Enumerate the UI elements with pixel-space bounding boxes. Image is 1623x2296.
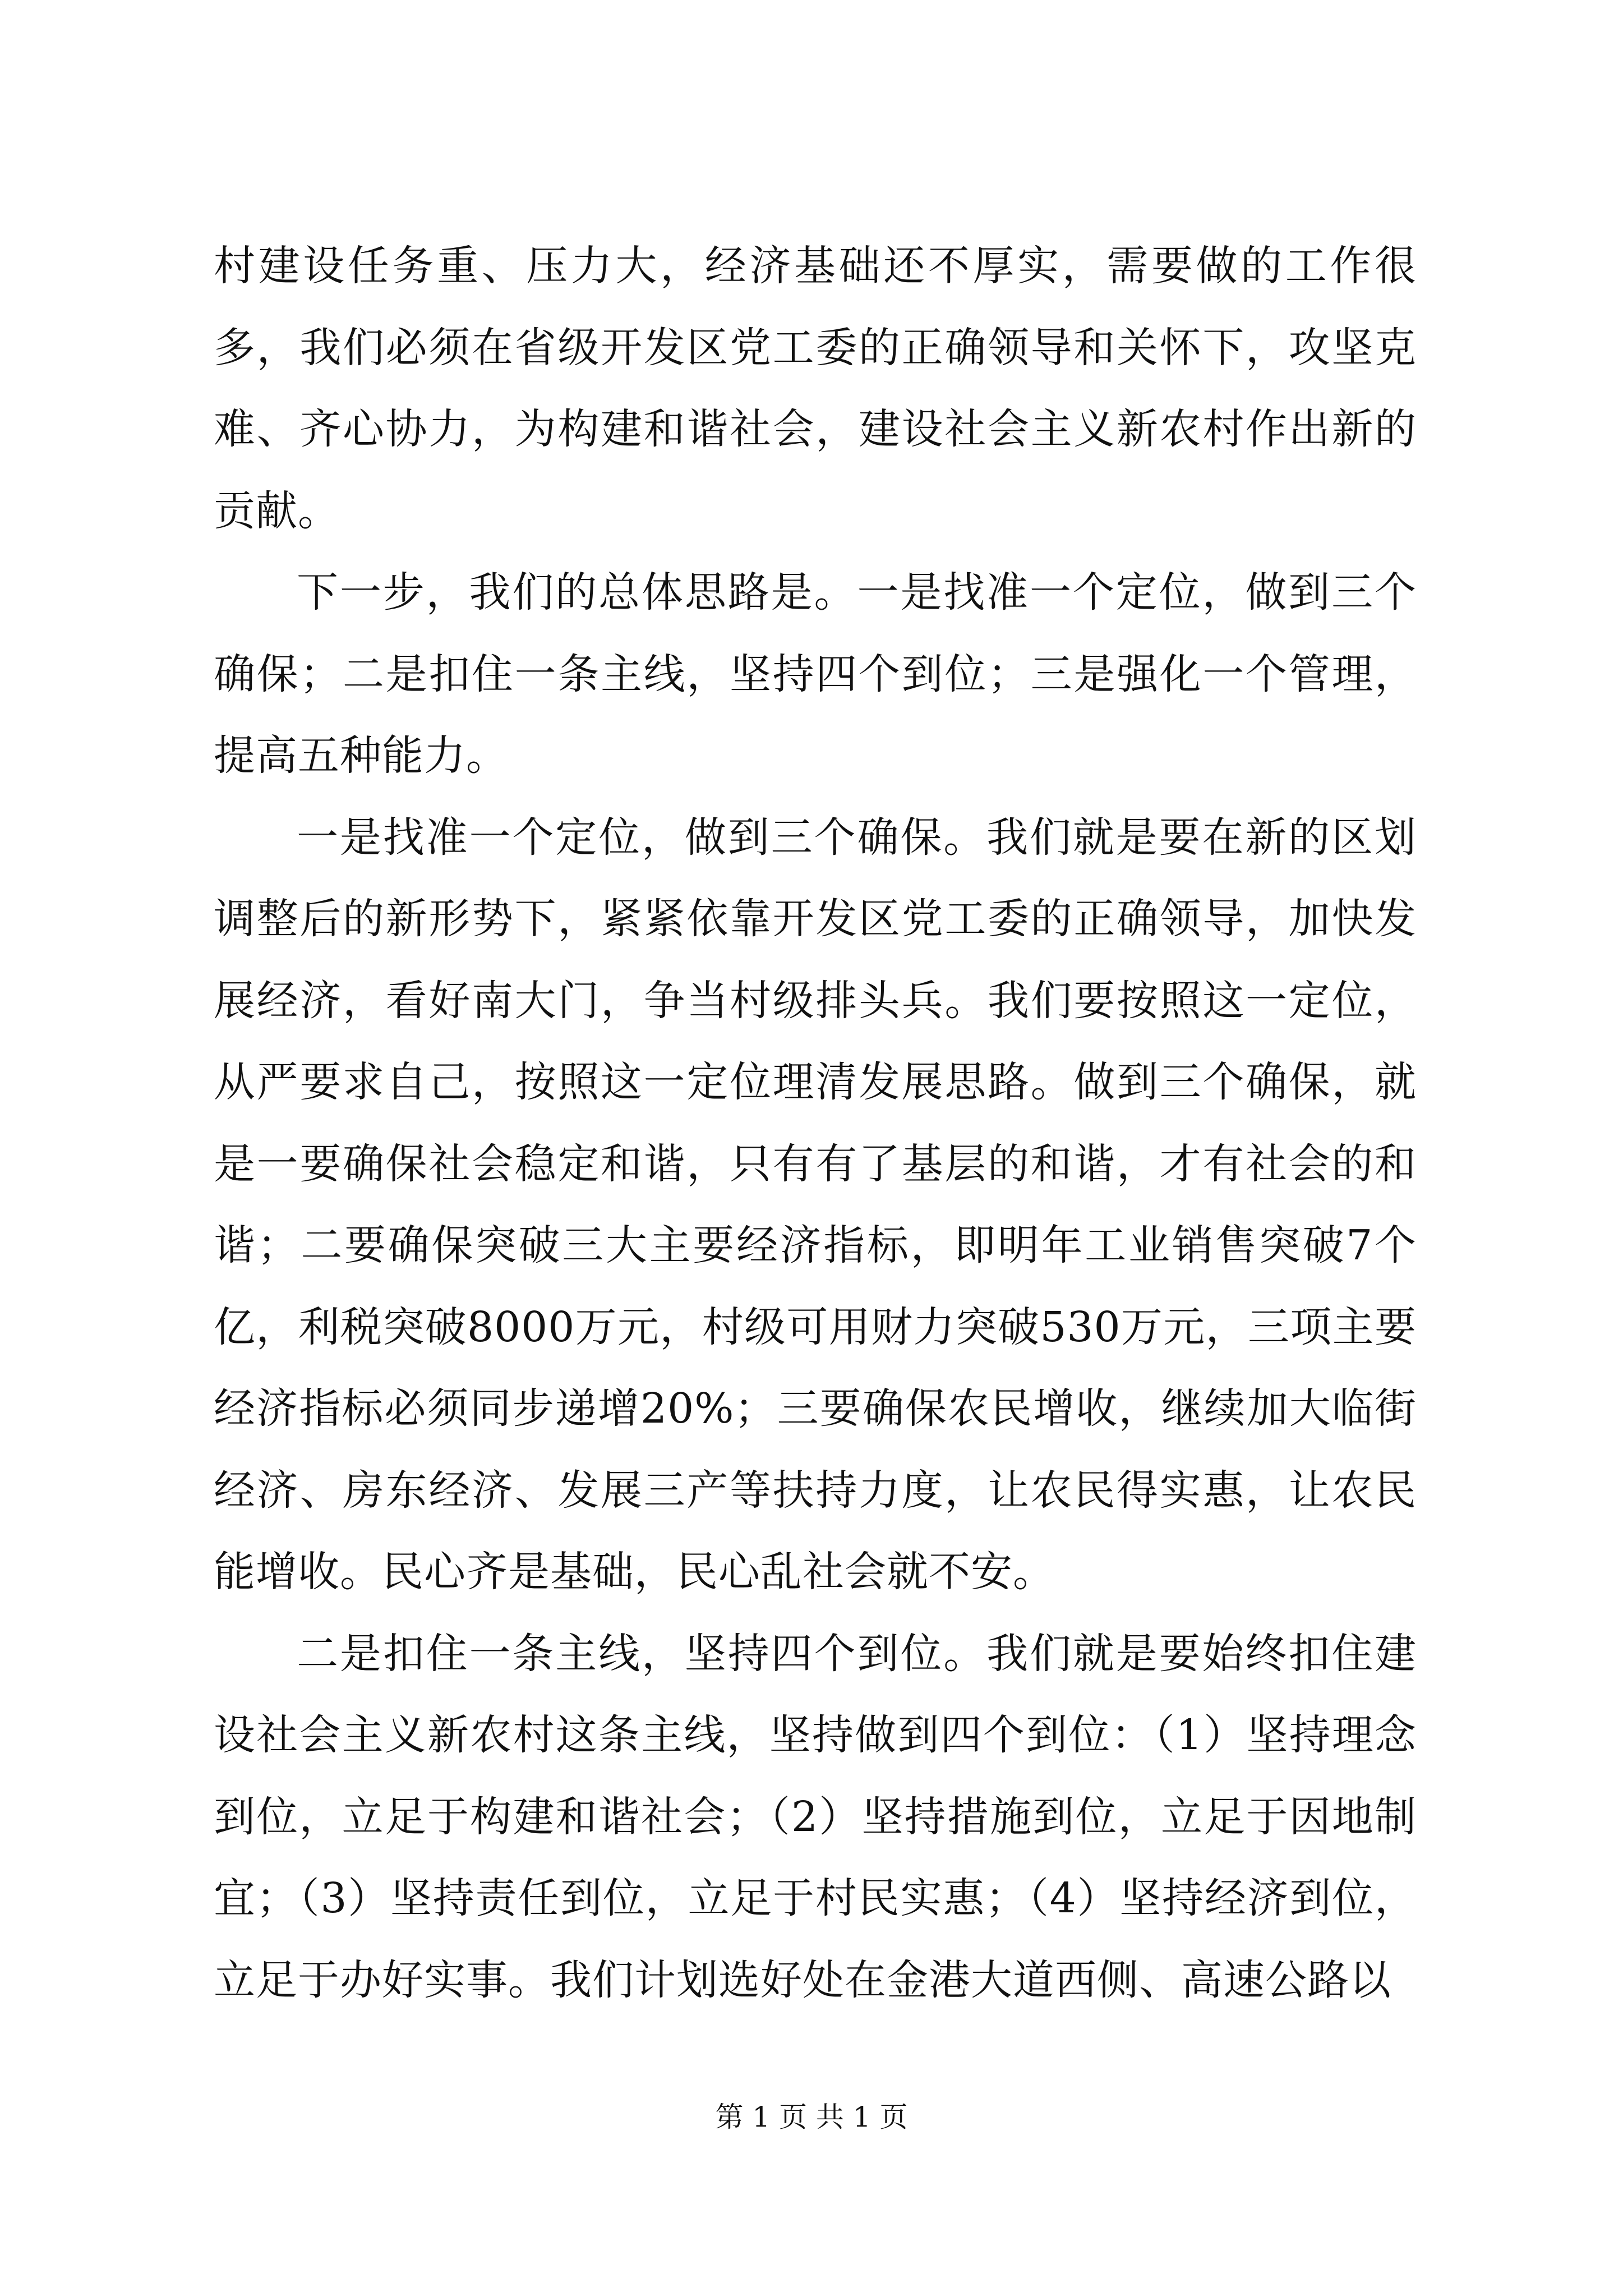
- paragraph-2: 下一步，我们的总体思路是。一是找准一个定位，做到三个确保；二是扣住一条主线，坚持四个到位；三是强化一个管理，提高五种能力。: [214, 568, 1417, 780]
- page-number-footer: 第 1 页 共 1 页: [715, 2101, 908, 2133]
- paragraph-1: 村建设任务重、压力大，经济基础还不厚实，需要做的工作很多，我们必须在省级开发区党工委的正确领导和关怀下，攻坚克难、齐心协力，为构建和谐社会，建设社会主义新农村作出新的贡献。: [214, 242, 1417, 535]
- paragraph-4: 二是扣住一条主线，坚持四个到位。我们就是要始终扣住建设社会主义新农村这条主线，坚持做到四个到位：（1）坚持理念到位，立足于构建和谐社会；（2）坚持措施到位，立足于因地制宜；（3）坚持责任到位，立足于村民实惠；（4）坚持经济到位，立足于办好实事。我们计划选好处在金港大道西侧、高速公路以: [214, 1629, 1417, 2004]
- document-body: [214, 226, 1417, 2021]
- paragraph-3: 一是找准一个定位，做到三个确保。我们就是要在新的区划调整后的新形势下，紧紧依靠开发区党工委的正确领导，加快发展经济，看好南大门，争当村级排头兵。我们要按照这一定位，从严要求自己，按照这一定位理清发展思路。做到三个确保，就是一要确保社会稳定和谐，只有有了基层的和谐，才有社会的和谐；二要确保突破三大主要经济指标，即明年工业销售突破7个亿，利税突破8000万元，村级可用财力突破530万元，三项主要经济指标必须同步递增20%；三要确保农民增收，继续加大临街经济、房东经济、发展三产等扶持力度，让农民得实惠，让农民能增收。民心齐是基础，民心乱社会就不安。: [214, 813, 1417, 1596]
